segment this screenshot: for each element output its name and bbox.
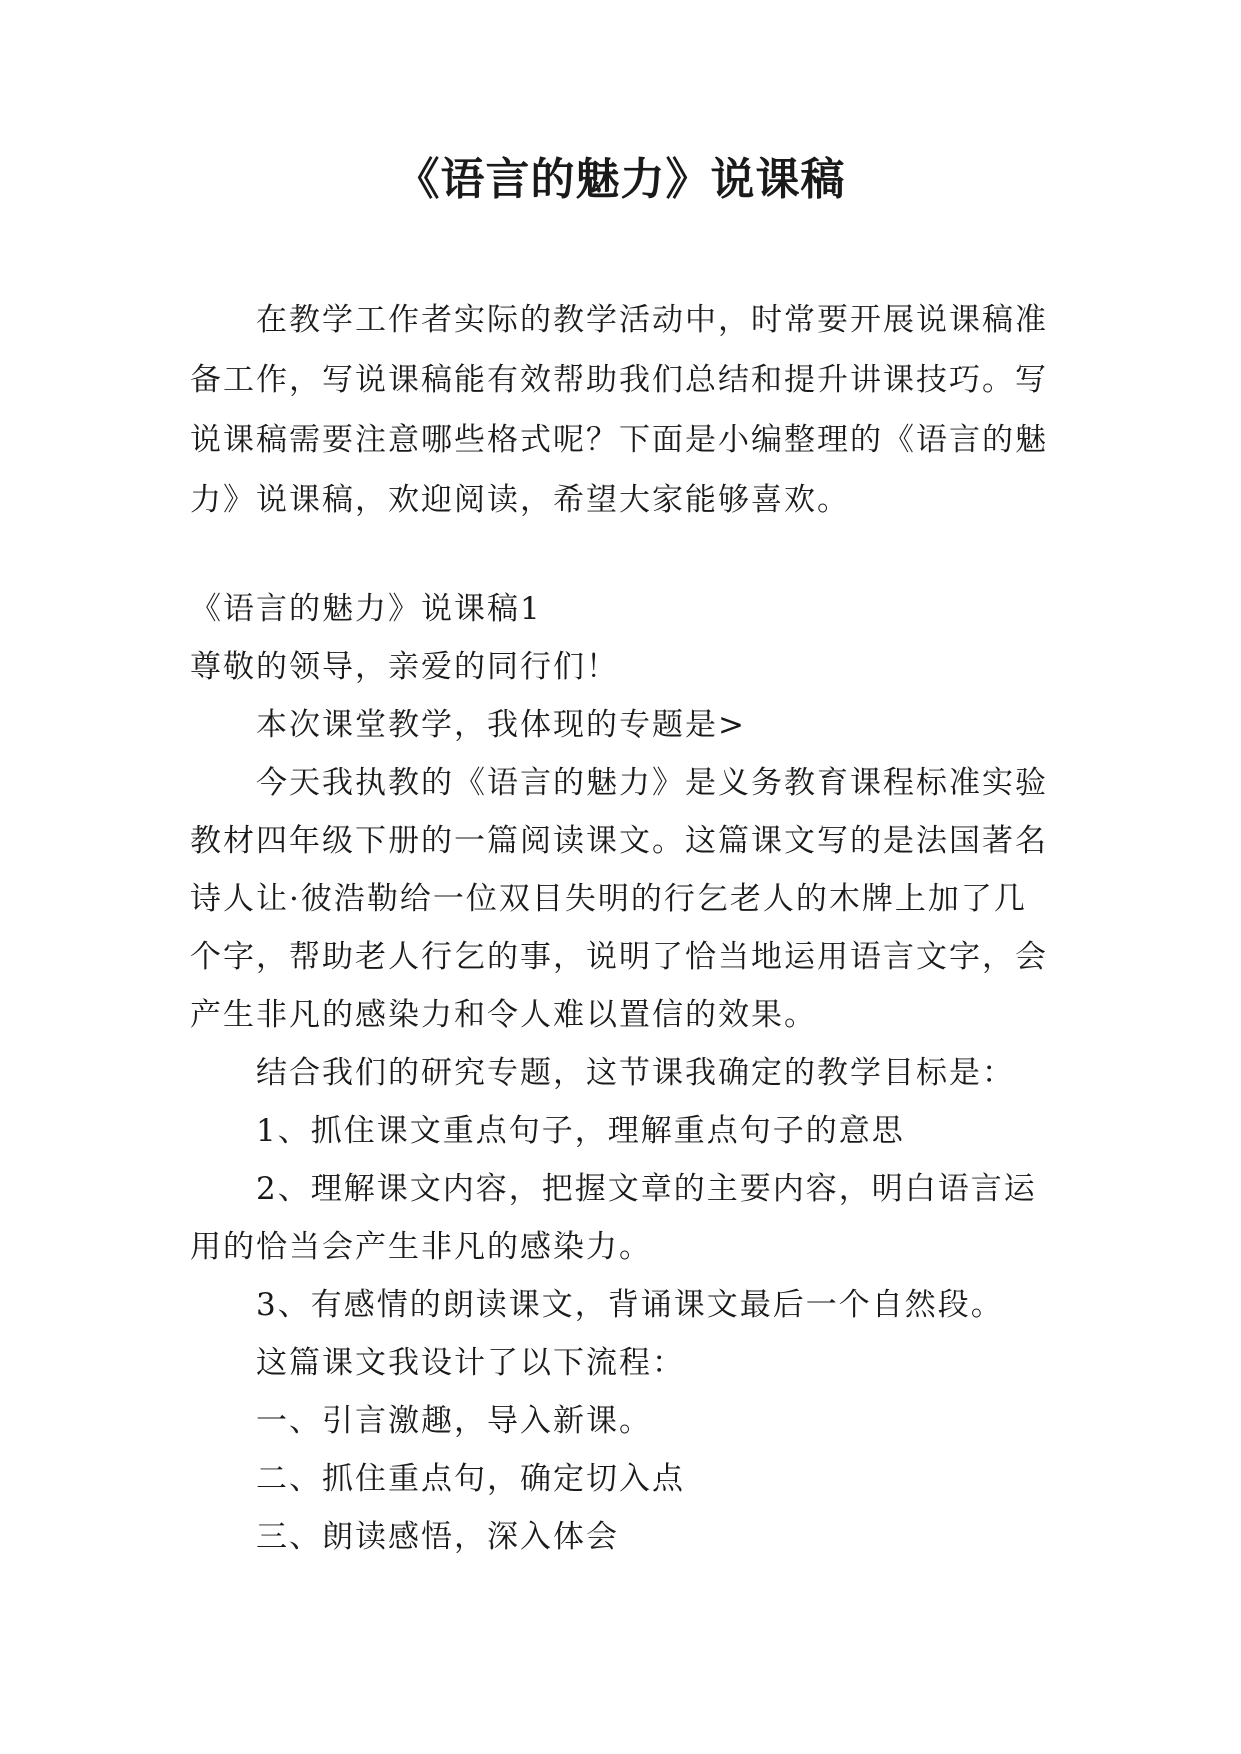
intro-paragraph: 在教学工作者实际的教学活动中，时常要开展说课稿准备工作，写说课稿能有效帮助我们总结和提升讲课技巧。写说课稿需要注意哪些格式呢？下面是小编整理的《语言的魅力》说课稿，欢迎阅读，希望大家能够喜欢。	[190, 302, 1048, 518]
flow-step-1: 一、引言激趣，导入新课。	[256, 1403, 652, 1439]
goals-heading-paragraph: 结合我们的研究专题，这节课我确定的教学目标是：	[256, 1055, 1015, 1091]
goal-item-2: 2、理解课文内容，把握文章的主要内容，明白语言运用的恰当会产生非凡的感染力。	[190, 1171, 1037, 1265]
topic-paragraph: 本次课堂教学，我体现的专题是>	[256, 707, 746, 743]
section-heading: 《语言的魅力》说课稿1	[190, 591, 542, 627]
flow-step-2: 二、抓住重点句，确定切入点	[256, 1461, 685, 1497]
flow-heading-paragraph: 这篇课文我设计了以下流程：	[256, 1345, 685, 1381]
goal-item-1: 1、抓住课文重点句子，理解重点句子的意思	[256, 1113, 905, 1149]
lesson-intro-paragraph: 今天我执教的《语言的魅力》是义务教育课程标准实验教材四年级下册的一篇阅读课文。这篇课文写的是法国著名诗人让·彼浩勒给一位双目失明的行乞老人的木牌上加了几个字，帮助老人行乞的事，说明了恰当地运用语言文字，会产生非凡的感染力和令人难以置信的效果。	[190, 765, 1048, 1033]
flow-step-3: 三、朗读感悟，深入体会	[256, 1519, 619, 1555]
document-title: 《语言的魅力》说课稿	[395, 154, 846, 205]
greeting-line: 尊敬的领导，亲爱的同行们！	[190, 649, 619, 685]
goal-item-3: 3、有感情的朗读课文，背诵课文最后一个自然段。	[256, 1287, 1004, 1323]
